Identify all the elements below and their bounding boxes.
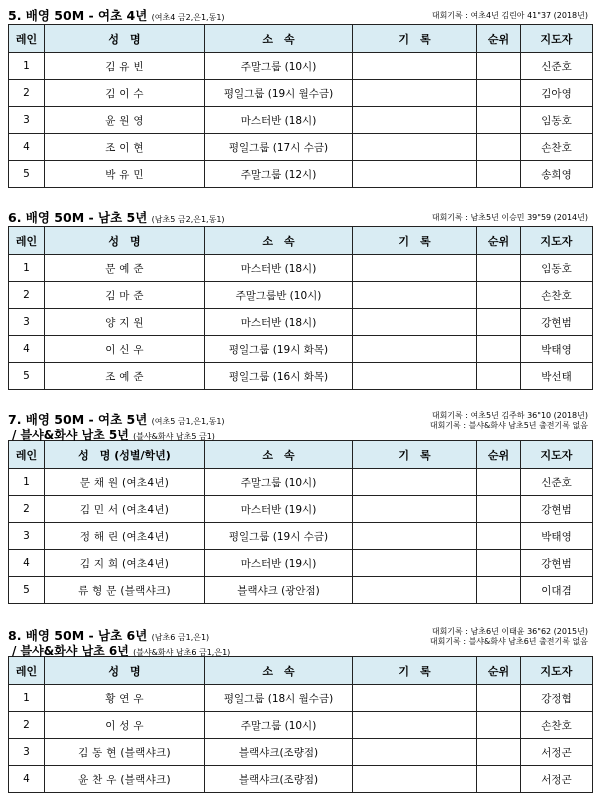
table-row [9,282,593,309]
affiliation-cell: 주말그룹 (10시) [205,53,353,80]
lane-cell: 1 [9,255,45,282]
meet-record-secondary: 대회기록 : 블샤&화샤 남초6년 출전기록 없음 [429,637,588,646]
coach-cell: 신준호 [521,53,593,80]
rank-cell [477,712,521,739]
record-cell [353,550,477,577]
table-row [9,523,593,550]
event-sub-medal-note: (블샤&화샤 남초6 금1,은1) [133,648,231,657]
affiliation-cell: 주말그룹 (10시) [205,469,353,496]
meet-record: 대회기록 : 여초5년 김주하 36"10 (2018년) [431,411,588,420]
lane-cell: 2 [9,712,45,739]
coach-cell: 박태영 [521,523,593,550]
lane-cell: 5 [9,577,45,604]
coach-cell: 임동호 [521,107,593,134]
name-cell: 김 지 희 (여초4년) [45,550,205,577]
name-cell: 이 신 우 [45,336,205,363]
name-cell: 윤 찬 우 (블랙샤크) [45,766,205,793]
meet-record: 대회기록 : 남초6년 이태윤 36"62 (2015년) [431,627,588,636]
rank-cell [477,161,521,188]
table-row [9,550,593,577]
record-cell [353,739,477,766]
affiliation-cell: 주말그룹 (12시) [205,161,353,188]
table-row [9,712,593,739]
rank-cell [477,336,521,363]
table-row [9,577,593,604]
lane-cell: 3 [9,309,45,336]
header-lane: 레인 [9,441,45,469]
header-name: 성 명 [45,657,205,685]
coach-cell: 강현범 [521,496,593,523]
header-record: 기 록 [353,227,477,255]
affiliation-cell: 마스터반 (18시) [205,309,353,336]
event-medal-note: (여초5 금1,은1,동1) [151,417,225,426]
lane-table [8,24,593,188]
rank-cell [477,107,521,134]
lane-cell: 4 [9,550,45,577]
header-lane: 레인 [9,227,45,255]
name-cell: 정 해 린 (여초4년) [45,523,205,550]
table-header-row [9,657,593,685]
header-coach: 지도자 [521,657,593,685]
record-cell [353,496,477,523]
section-header [8,204,592,226]
header-record: 기 록 [353,657,477,685]
coach-cell: 손찬호 [521,134,593,161]
coach-cell: 송희영 [521,161,593,188]
table-header-row [9,441,593,469]
table-row [9,255,593,282]
table-row [9,134,593,161]
rank-cell [477,134,521,161]
lane-cell: 4 [9,336,45,363]
record-cell [353,80,477,107]
lane-table [8,226,593,390]
header-name: 성 명 [45,227,205,255]
header-coach: 지도자 [521,25,593,53]
affiliation-cell: 블랙샤크(조량점) [205,739,353,766]
record-cell [353,309,477,336]
record-cell [353,363,477,390]
affiliation-cell: 마스터반 (18시) [205,107,353,134]
name-cell: 김 유 빈 [45,53,205,80]
affiliation-cell: 평일그룹 (19시 월수금) [205,80,353,107]
affiliation-cell: 평일그룹 (18시 월수금) [205,685,353,712]
rank-cell [477,309,521,336]
name-cell: 김 동 현 (블랙샤크) [45,739,205,766]
header-rank: 순위 [477,657,521,685]
header-rank: 순위 [477,227,521,255]
record-cell [353,282,477,309]
table-row [9,336,593,363]
coach-cell: 임동호 [521,255,593,282]
header-lane: 레인 [9,25,45,53]
coach-cell: 손찬호 [521,712,593,739]
meet-record-secondary: 대회기록 : 블샤&화샤 남초5년 출전기록 없음 [429,421,588,430]
event-medal-note: (남초6 금1,은1) [151,633,210,642]
name-cell: 김 민 서 (여초4년) [45,496,205,523]
coach-cell: 서정곤 [521,739,593,766]
lane-cell: 1 [9,685,45,712]
rank-cell [477,766,521,793]
name-cell: 조 이 현 [45,134,205,161]
section-header [8,622,592,656]
lane-cell: 1 [9,469,45,496]
rank-cell [477,53,521,80]
table-header-row [9,227,593,255]
rank-cell [477,80,521,107]
lane-cell: 5 [9,363,45,390]
lane-table [8,656,593,793]
lane-cell: 2 [9,80,45,107]
header-rank: 순위 [477,441,521,469]
event-subtitle: / 블샤&화샤 남초 5년 (블샤&화샤 남초5 금1) [12,428,215,442]
header-coach: 지도자 [521,227,593,255]
rank-cell [477,550,521,577]
name-cell: 문 채 원 (여초4년) [45,469,205,496]
affiliation-cell: 마스터반 (18시) [205,255,353,282]
name-cell: 황 연 우 [45,685,205,712]
coach-cell: 손찬호 [521,282,593,309]
coach-cell: 강현범 [521,550,593,577]
header-affiliation: 소 속 [205,227,353,255]
section-header [8,406,592,440]
header-record: 기 록 [353,25,477,53]
event-title: 8. 배영 50M - 남초 6년 (남초6 금1,은1) [8,628,210,643]
coach-cell: 이대겸 [521,577,593,604]
table-row [9,685,593,712]
lane-cell: 4 [9,766,45,793]
table-row [9,53,593,80]
table-header-row [9,25,593,53]
name-cell: 조 예 준 [45,363,205,390]
event-title: 6. 배영 50M - 남초 5년 (남초5 금2,은1,동1) [8,210,225,225]
table-row [9,309,593,336]
affiliation-cell: 블랙샤크 (광안점) [205,577,353,604]
affiliation-cell: 블랙샤크(조량점) [205,766,353,793]
affiliation-cell: 평일그룹 (16시 화목) [205,363,353,390]
rank-cell [477,577,521,604]
table-row [9,363,593,390]
meet-record: 대회기록 : 여초4년 김린아 41"37 (2018년) [431,11,588,20]
lane-cell: 2 [9,496,45,523]
rank-cell [477,739,521,766]
lane-cell: 2 [9,282,45,309]
name-cell: 양 지 원 [45,309,205,336]
record-cell [353,577,477,604]
record-cell [353,469,477,496]
rank-cell [477,255,521,282]
event-section-8 [8,622,592,793]
coach-cell: 신준호 [521,469,593,496]
coach-cell: 강현범 [521,309,593,336]
affiliation-cell: 마스터반 (19시) [205,550,353,577]
coach-cell: 박선태 [521,363,593,390]
meet-record: 대회기록 : 남초5년 이승민 39"59 (2014년) [431,213,588,222]
affiliation-cell: 주말그룹 (10시) [205,712,353,739]
record-cell [353,685,477,712]
rank-cell [477,523,521,550]
affiliation-cell: 주말그룹반 (10시) [205,282,353,309]
table-row [9,161,593,188]
name-cell: 박 유 민 [45,161,205,188]
header-record: 기 록 [353,441,477,469]
lane-cell: 5 [9,161,45,188]
record-cell [353,161,477,188]
affiliation-cell: 평일그룹 (19시 수금) [205,523,353,550]
section-header [8,2,592,24]
rank-cell [477,469,521,496]
record-cell [353,523,477,550]
record-cell [353,107,477,134]
lane-cell: 3 [9,523,45,550]
affiliation-cell: 평일그룹 (17시 수금) [205,134,353,161]
event-section-7 [8,406,592,604]
lane-cell: 4 [9,134,45,161]
rank-cell [477,282,521,309]
header-name: 성 명 [45,25,205,53]
record-cell [353,712,477,739]
name-cell: 김 마 준 [45,282,205,309]
name-cell: 윤 원 영 [45,107,205,134]
record-cell [353,766,477,793]
lane-table [8,440,593,604]
table-row [9,766,593,793]
record-cell [353,53,477,80]
coach-cell: 박태영 [521,336,593,363]
lane-cell: 3 [9,739,45,766]
table-row [9,496,593,523]
event-title: 7. 배영 50M - 여초 5년 (여초5 금1,은1,동1) [8,412,225,427]
header-affiliation: 소 속 [205,441,353,469]
name-cell: 이 성 우 [45,712,205,739]
affiliation-cell: 마스터반 (19시) [205,496,353,523]
event-subtitle: / 블샤&화샤 남초 6년 (블샤&화샤 남초6 금1,은1) [12,644,231,658]
record-cell [353,134,477,161]
header-rank: 순위 [477,25,521,53]
name-cell: 류 형 문 (블랙샤크) [45,577,205,604]
header-name: 성 명 (성별/학년) [45,441,205,469]
table-row [9,107,593,134]
event-section-5 [8,2,592,188]
rank-cell [477,496,521,523]
name-cell: 문 예 준 [45,255,205,282]
rank-cell [477,685,521,712]
event-section-6 [8,204,592,390]
header-coach: 지도자 [521,441,593,469]
coach-cell: 서정곤 [521,766,593,793]
event-title: 5. 배영 50M - 여초 4년 (여초4 금2,은1,동1) [8,8,225,23]
record-cell [353,255,477,282]
affiliation-cell: 평일그룹 (19시 화목) [205,336,353,363]
rank-cell [477,363,521,390]
header-affiliation: 소 속 [205,657,353,685]
coach-cell: 강정협 [521,685,593,712]
event-medal-note: (남초5 금2,은1,동1) [151,215,225,224]
record-cell [353,336,477,363]
header-affiliation: 소 속 [205,25,353,53]
table-row [9,469,593,496]
event-sub-medal-note: (블샤&화샤 남초5 금1) [133,432,215,441]
lane-cell: 3 [9,107,45,134]
header-lane: 레인 [9,657,45,685]
lane-cell: 1 [9,53,45,80]
table-row [9,739,593,766]
event-medal-note: (여초4 금2,은1,동1) [151,13,225,22]
table-row [9,80,593,107]
name-cell: 김 이 수 [45,80,205,107]
coach-cell: 김아영 [521,80,593,107]
